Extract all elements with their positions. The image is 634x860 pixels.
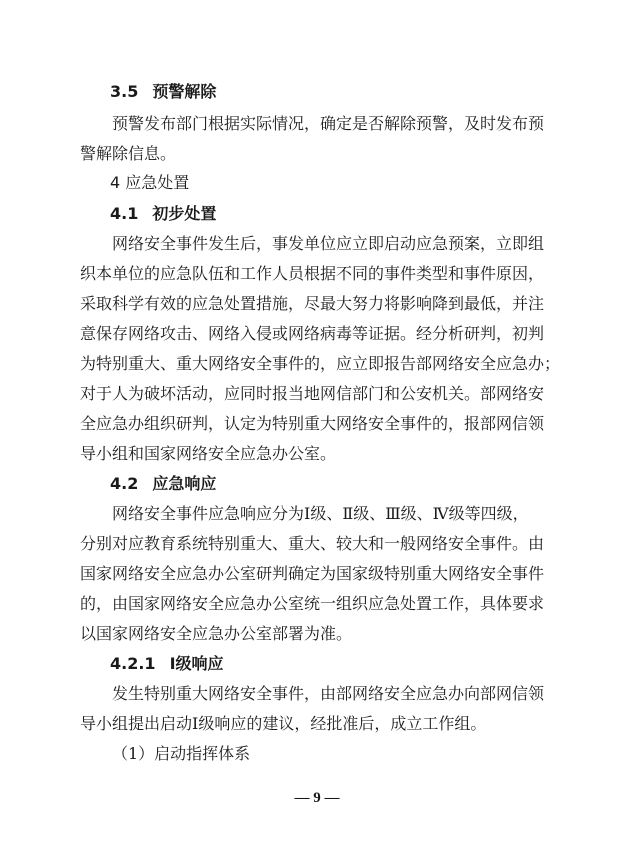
paragraph-line: 以国家网络安全应急办公室部署为准。: [80, 624, 353, 643]
heading-number: 3.5: [110, 82, 139, 101]
paragraph-line: 采取科学有效的应急处置措施，尽最大努力将影响降到最低，并注: [80, 294, 545, 313]
paragraph-line: 意保存网络攻击、网络入侵或网络病毒等证据。经分析研判，初判: [80, 324, 545, 343]
paragraph-line: 国家网络安全应急办公室研判确定为国家级特别重大网络安全事件: [80, 564, 545, 583]
paragraph-line: 织本单位的应急队伍和工作人员根据不同的事件类型和事件原因，: [80, 264, 545, 283]
paragraph-line: 警解除信息。: [80, 144, 177, 163]
paragraph-line: 导小组提出启动Ⅰ级响应的建议，经批准后，成立工作组。: [80, 714, 487, 733]
heading-title: Ⅰ级响应: [169, 654, 224, 673]
list-item-1: （1）启动指挥体系: [112, 744, 251, 763]
heading-number: 4.1: [110, 204, 139, 223]
heading-title: 初步处置: [152, 204, 217, 223]
paragraph-line: 为特别重大、重大网络安全事件的，应立即报告部网络安全应急办；: [80, 354, 561, 373]
heading-4-2-1: [110, 654, 580, 674]
heading-title: 应急响应: [152, 474, 217, 493]
paragraph-line: 预警发布部门根据实际情况，确定是否解除预警，及时发布预: [112, 114, 545, 133]
paragraph-line: 分别对应教育系统特别重大、重大、较大和一般网络安全事件。由: [80, 534, 545, 553]
heading-number: 4.2.1: [110, 654, 156, 673]
paragraph-line: 网络安全事件发生后，事发单位应立即启动应急预案，立即组: [112, 234, 545, 253]
paragraph-line: 发生特别重大网络安全事件，由部网络安全应急办向部网信领: [112, 684, 545, 703]
paragraph-line: 的，由国家网络安全应急办公室统一组织应急处置工作，具体要求: [80, 594, 545, 613]
paragraph-line: 网络安全事件应急响应分为Ⅰ级、Ⅱ级、Ⅲ级、Ⅳ级等四级，: [112, 504, 529, 523]
paragraph-line: 对于人为破坏活动，应同时报当地网信部门和公安机关。部网络安: [80, 384, 545, 403]
paragraph-line: 导小组和国家网络安全应急办公室。: [80, 444, 337, 463]
heading-4-2: [110, 474, 580, 494]
heading-4-1: [110, 204, 580, 224]
heading-title: 预警解除: [152, 82, 217, 101]
chapter-4-heading: 4 应急处置: [110, 173, 190, 192]
page-number: — 9 —: [294, 790, 340, 806]
heading-number: 4.2: [110, 474, 139, 493]
heading-3-5: [110, 82, 580, 102]
paragraph-line: 全应急办组织研判，认定为特别重大网络安全事件的，报部网信领: [80, 414, 545, 433]
